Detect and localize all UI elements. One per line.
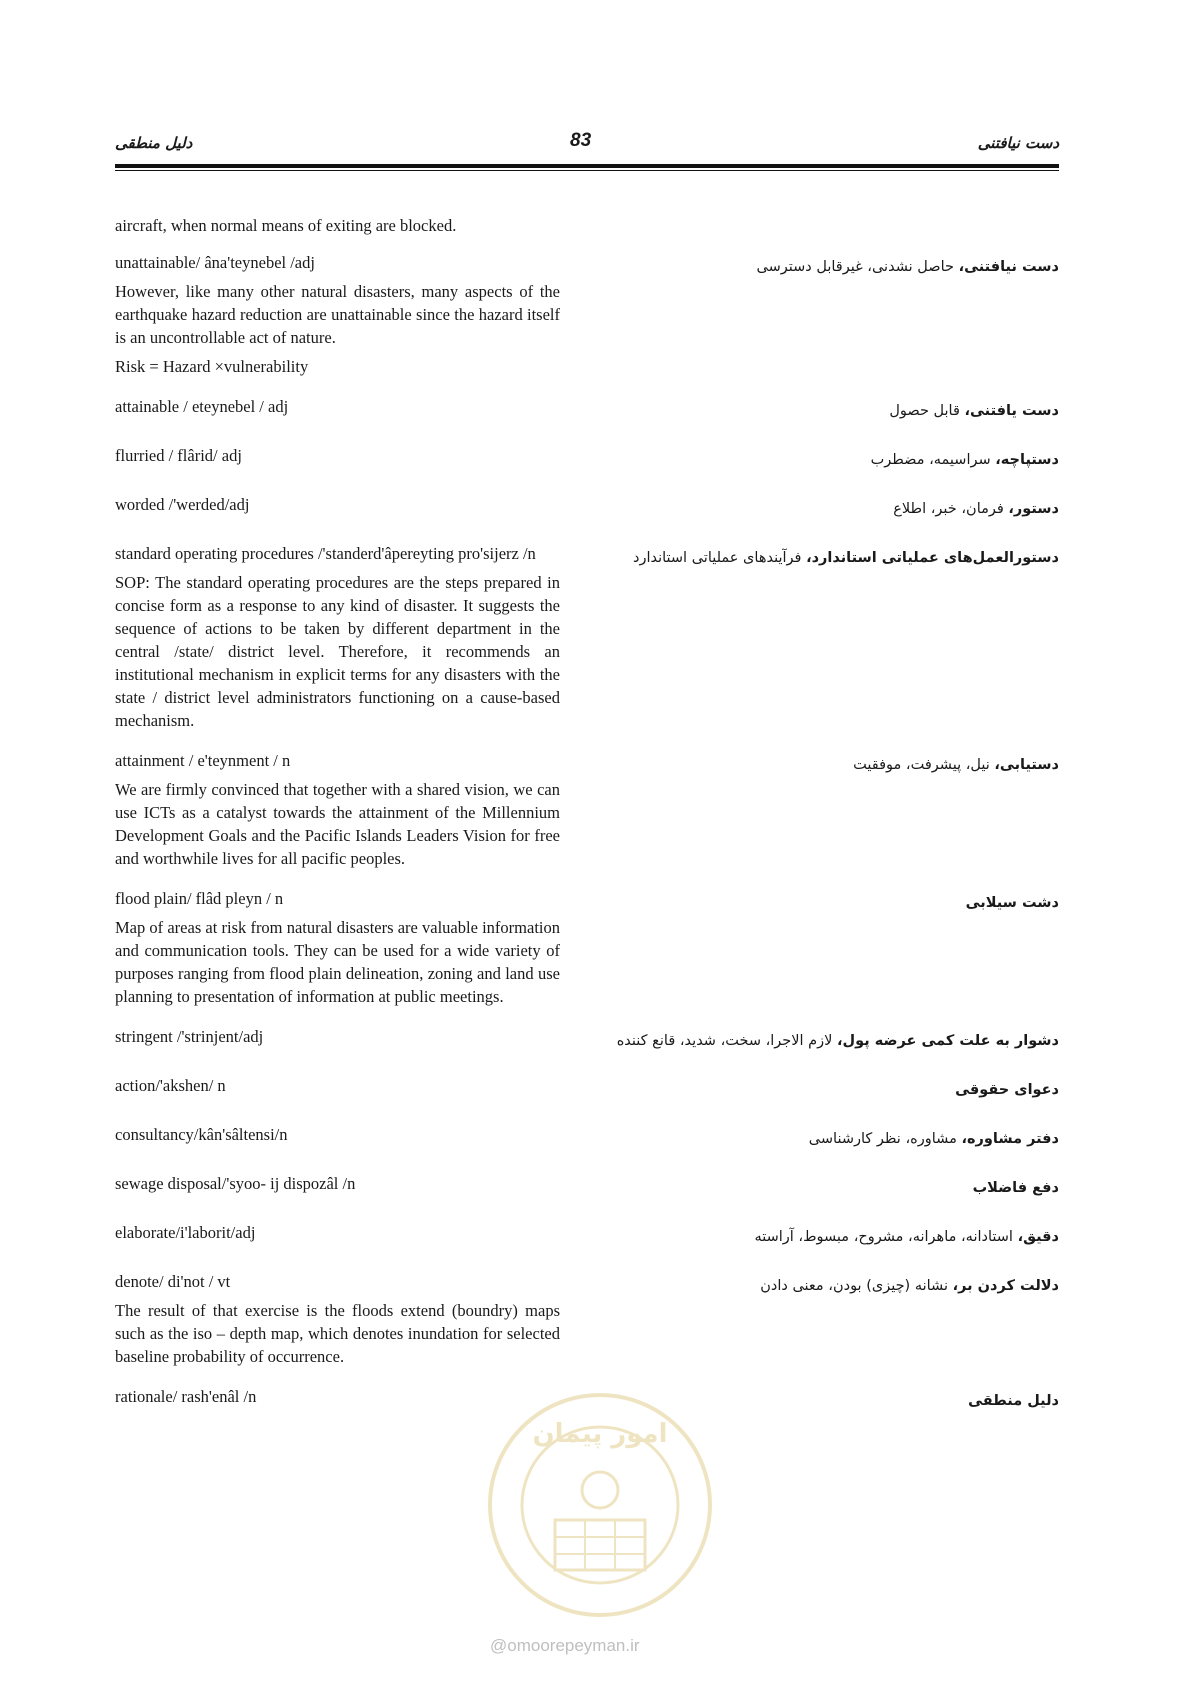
english-term: unattainable/ âna'teynebel /adj bbox=[115, 253, 315, 272]
glossary-entry bbox=[115, 542, 1059, 732]
watermark-seal-text: امور پیمان bbox=[532, 1419, 668, 1449]
persian-column bbox=[599, 887, 1059, 919]
glossary-entry bbox=[115, 1123, 1059, 1155]
persian-headword: دستور، bbox=[1008, 501, 1059, 517]
glossary-entry bbox=[115, 887, 1059, 1008]
persian-definition: نشانه (چیزی) بودن، معنی دادن bbox=[760, 1278, 953, 1294]
english-column bbox=[115, 1172, 560, 1195]
english-term: rationale/ rash'enâl /n bbox=[115, 1387, 257, 1406]
persian-definition: فرمان، خبر، اطلاع bbox=[893, 501, 1009, 517]
english-term: worded /'werded/adj bbox=[115, 495, 250, 514]
glossary-entry bbox=[115, 395, 1059, 427]
glossary-entry bbox=[115, 444, 1059, 476]
persian-definition: نیل، پیشرفت، موفقیت bbox=[853, 757, 995, 773]
english-column bbox=[115, 444, 560, 467]
glossary-entry bbox=[115, 1270, 1059, 1368]
persian-headword: دلیل منطقی bbox=[968, 1393, 1059, 1409]
persian-column bbox=[599, 542, 1059, 574]
english-column bbox=[115, 887, 560, 1008]
persian-definition: سراسیمه، مضطرب bbox=[870, 452, 996, 468]
english-column bbox=[115, 1221, 560, 1244]
persian-headword: دستورالعمل‌های عملیاتی استاندارد، bbox=[806, 550, 1059, 566]
glossary-content bbox=[115, 214, 1059, 1434]
header-rule-thin bbox=[115, 170, 1059, 171]
glossary-entry bbox=[115, 749, 1059, 870]
persian-headword: دستیابی، bbox=[994, 757, 1059, 773]
example-sentence: However, like many other natural disasters, many aspects of the earthquake hazard reduction are unattainable since the hazard itself is an uncontrollable act of nature. bbox=[115, 282, 560, 347]
continued-text: aircraft, when normal means of exiting are blocked. bbox=[115, 216, 457, 235]
english-term: sewage disposal/'syoo- ij dispozâl /n bbox=[115, 1174, 356, 1193]
glossary-entry bbox=[115, 1074, 1059, 1106]
page-number: 83 bbox=[570, 130, 592, 151]
persian-definition: فرآیندهای عملیاتی استاندارد bbox=[632, 550, 807, 566]
persian-definition: حاصل نشدنی، غیرقابل دسترسی bbox=[756, 259, 959, 275]
persian-column bbox=[599, 1172, 1059, 1204]
english-term: elaborate/i'laborit/adj bbox=[115, 1223, 256, 1242]
glossary-entry bbox=[115, 1385, 1059, 1417]
english-term: denote/ di'not / vt bbox=[115, 1272, 231, 1291]
header-rule-thick bbox=[115, 164, 1059, 168]
english-column bbox=[115, 493, 560, 516]
english-column bbox=[115, 749, 560, 870]
persian-headword: دشت سیلابی bbox=[965, 895, 1059, 911]
persian-headword: دقیق، bbox=[1017, 1229, 1059, 1245]
english-column bbox=[115, 1385, 560, 1408]
persian-column bbox=[599, 444, 1059, 476]
english-term: attainment / e'teynment / n bbox=[115, 751, 291, 770]
persian-column bbox=[599, 493, 1059, 525]
glossary-entry bbox=[115, 1221, 1059, 1253]
formula-line: Risk = Hazard ×vulnerability bbox=[115, 357, 309, 376]
persian-column bbox=[599, 1074, 1059, 1106]
persian-column bbox=[599, 749, 1059, 781]
header-right-title: دست نیافتنی bbox=[977, 134, 1059, 152]
glossary-entry bbox=[115, 493, 1059, 525]
english-term: flurried / flârid/ adj bbox=[115, 446, 242, 465]
watermark-url: @omoorepeyman.ir bbox=[490, 1636, 640, 1655]
persian-headword: دست یافتنی، bbox=[964, 403, 1059, 419]
persian-column bbox=[599, 395, 1059, 427]
english-column bbox=[115, 542, 560, 732]
english-column bbox=[115, 1270, 560, 1368]
persian-column bbox=[599, 1221, 1059, 1253]
example-sentence: The result of that exercise is the floods extend (boundry) maps such as the iso – depth map, which denotes inundation for selected baseline probability of occurrence. bbox=[115, 1301, 560, 1366]
persian-column bbox=[599, 1123, 1059, 1155]
persian-column bbox=[599, 1385, 1059, 1417]
header-left-title: دلیل منطقی bbox=[115, 134, 193, 152]
english-column bbox=[115, 251, 560, 378]
example-sentence: We are firmly convinced that together with a shared vision, we can use ICTs as a catalyst towards the attainment of the Millennium Development Goals and the Pacific Islands Leaders Vision for free and worthwhile lives for all pacific peoples. bbox=[115, 780, 560, 868]
english-term: flood plain/ flâd pleyn / n bbox=[115, 889, 284, 908]
persian-headword: دفتر مشاوره، bbox=[961, 1131, 1059, 1147]
persian-headword: دست نیافتنی، bbox=[958, 259, 1059, 275]
glossary-entry bbox=[115, 251, 1059, 378]
example-sentence: SOP: The standard operating procedures are the steps prepared in concise form as a response to any kind of disaster. It suggests the sequence of actions to be taken by different department in the central /state/ district level. Therefore, it recommends an institutional mechanism in explicit terms for any disasters with the state / district level administrators functioning on a cause-based mechanism. bbox=[115, 573, 560, 730]
english-column bbox=[115, 1123, 560, 1146]
english-column bbox=[115, 395, 560, 418]
persian-headword: دستپاچه، bbox=[995, 452, 1059, 468]
english-term: attainable / eteynebel / adj bbox=[115, 397, 289, 416]
persian-definition: استادانه، ماهرانه، مشروح، مبسوط، آراسته bbox=[754, 1229, 1018, 1245]
page-header bbox=[115, 132, 1059, 162]
persian-definition: قابل حصول bbox=[889, 403, 965, 419]
persian-headword: دعوای حقوقی bbox=[955, 1082, 1059, 1098]
persian-column bbox=[599, 1025, 1059, 1057]
english-term: consultancy/kân'sâltensi/n bbox=[115, 1125, 288, 1144]
persian-headword: دلالت کردن بر، bbox=[952, 1278, 1059, 1294]
glossary-entry bbox=[115, 1172, 1059, 1204]
persian-column bbox=[599, 251, 1059, 283]
glossary-entry bbox=[115, 1025, 1059, 1057]
english-column bbox=[115, 1025, 560, 1048]
example-sentence: Map of areas at risk from natural disasters are valuable information and communication tools. They can be used for a wide variety of purposes ranging from flood plain delineation, zoning and land use planning to presentation of information at public meetings. bbox=[115, 918, 560, 1006]
persian-headword: دشوار به علت کمی عرضه پول، bbox=[837, 1033, 1059, 1049]
english-term: stringent /'strinjent/adj bbox=[115, 1027, 264, 1046]
persian-headword: دفع فاضلاب bbox=[972, 1180, 1059, 1196]
persian-definition: مشاوره، نظر کارشناسی bbox=[808, 1131, 962, 1147]
persian-definition: لازم الاجرا، سخت، شدید، قانع کننده bbox=[616, 1033, 838, 1049]
english-term: action/'akshen/ n bbox=[115, 1076, 226, 1095]
english-column bbox=[115, 1074, 560, 1097]
persian-column bbox=[599, 1270, 1059, 1302]
english-term: standard operating procedures /'standerd'âpereyting pro'sijerz /n bbox=[115, 544, 536, 563]
